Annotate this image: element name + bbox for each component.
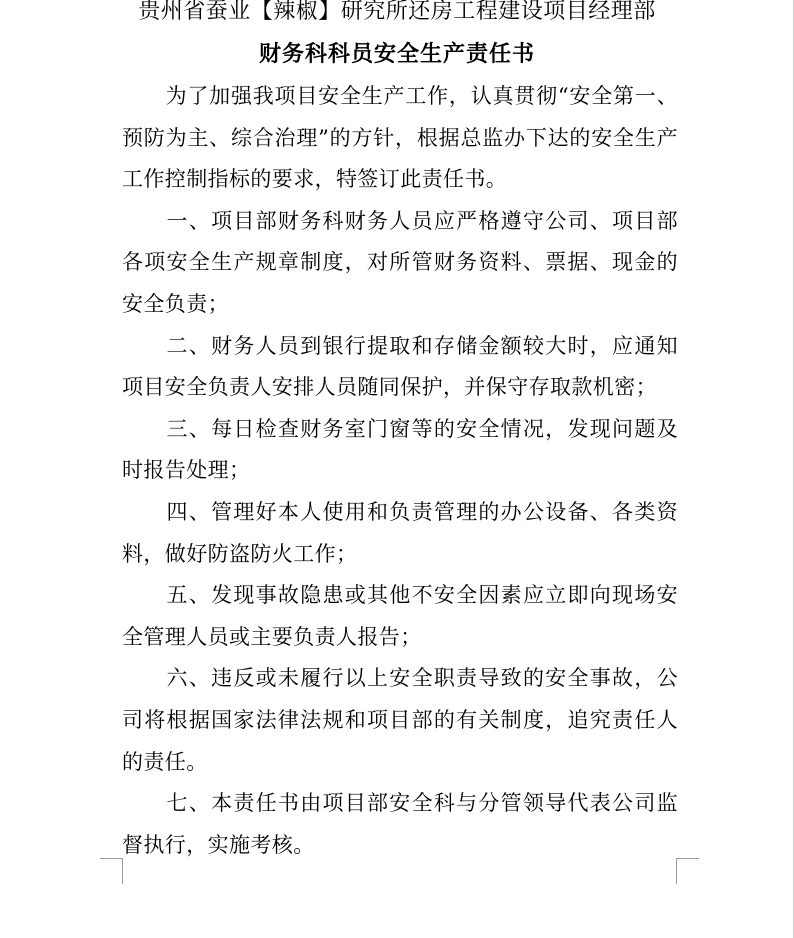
page-margin-corner-left [100,858,123,884]
clause-paragraph-1: 一、项目部财务科财务人员应严格遵守公司、项目部各项安全生产规章制度，对所管财务资料、票据、现金的安全负责； [122,208,678,316]
clause-paragraph-7: 七、本责任书由项目部安全科与分管领导代表公司监督执行，实施考核。 [122,791,678,857]
document-title: 财务科科员安全生产责任书 [258,41,535,67]
organization-title: 贵州省蚕业【辣椒】研究所还房工程建设项目经理部 [138,0,656,24]
page-margin-corner-right [676,858,699,884]
clause-paragraph-6: 六、违反或未履行以上安全职责导致的安全事故，公司将根据国家法律法规和项目部的有关制度，追究责任人的责任。 [122,666,678,774]
clause-paragraph-3: 三、每日检查财务室门窗等的安全情况，发现问题及时报告处理； [122,416,678,483]
intro-paragraph: 为了加强我项目安全生产工作，认真贯彻“安全第一、预防为主、综合治理”的方针，根据总监办下达的安全生产工作控制指标的要求，特签订此责任书。 [122,84,678,192]
clause-paragraph-4: 四、管理好本人使用和负责管理的办公设备、各类资料，做好防盗防火工作； [122,499,678,566]
clause-paragraph-5: 五、发现事故隐患或其他不安全因素应立即向现场安全管理人员或主要负责人报告； [122,583,678,649]
clause-paragraph-2: 二、财务人员到银行提取和存储金额较大时，应通知项目安全负责人安排人员随同保护，并保守存取款机密； [122,333,678,400]
document-body [122,76,678,866]
